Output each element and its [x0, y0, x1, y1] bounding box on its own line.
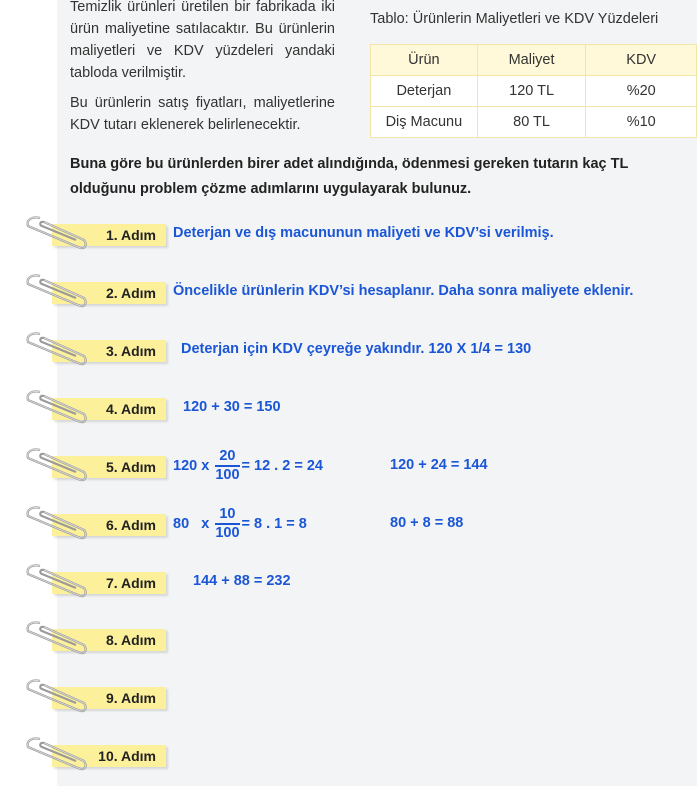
step-answer: Deterjan için KDV çeyreğe yakındır. 120 X 1/4 = 130: [181, 341, 532, 357]
denominator: 100: [215, 467, 240, 483]
step-answer: [173, 448, 323, 484]
answer-prefix: 120 x: [173, 457, 210, 474]
table-cell: %20: [586, 76, 697, 107]
step-9: [18, 677, 697, 717]
step-5: [18, 446, 697, 486]
numerator: 10: [215, 506, 239, 525]
step-6: [18, 504, 697, 544]
step-label-text: 10. Adım: [98, 748, 156, 764]
step-label-text: 4. Adım: [105, 401, 156, 417]
step-label-text: 3. Adım: [105, 343, 156, 359]
table-cell: Diş Macunu: [371, 107, 478, 138]
intro-text: [70, 0, 335, 144]
answer-result: = 12 . 2 = 24: [241, 457, 323, 474]
table-cell: 80 TL: [477, 107, 586, 138]
denominator: 100: [215, 525, 240, 541]
paperclip-icon: [18, 562, 98, 607]
fraction: [215, 448, 239, 484]
step-label-text: 8. Adım: [105, 632, 156, 648]
paperclip-icon: [18, 619, 98, 664]
step-answer-sum: 120 + 24 = 144: [390, 457, 488, 473]
paperclip-icon: [18, 735, 98, 780]
step-8: [18, 619, 697, 659]
step-label-text: 1. Adım: [105, 227, 156, 243]
fraction: [215, 506, 239, 542]
step-answer: [173, 506, 307, 542]
paperclip-icon: [18, 388, 98, 433]
step-4: [18, 388, 697, 428]
step-label-text: 2. Adım: [105, 285, 156, 301]
table-caption: Tablo: Ürünlerin Maliyetleri ve KDV Yüzdeleri: [370, 11, 659, 27]
step-answer-sum: 80 + 8 = 88: [390, 515, 464, 531]
paperclip-icon: [18, 330, 98, 375]
question-text: Buna göre bu ürünlerden birer adet alındığında, ödenmesi gereken tutarın kaç TL olduğunu problem çözme adımlarını uygulayarak bulunuz.: [70, 156, 629, 197]
header-cell: Maliyet: [477, 45, 586, 76]
answer-prefix: 80 x: [173, 515, 210, 532]
paperclip-icon: [18, 677, 98, 722]
intro-paragraph-2: Bu ürünlerin satış fiyatları, maliyetlerine KDV tutarı eklenerek belirlenecektir.: [70, 95, 335, 133]
header-cell: Ürün: [371, 45, 478, 76]
answer-result: = 8 . 1 = 8: [241, 515, 307, 532]
header-cell: KDV: [586, 45, 697, 76]
paperclip-icon: [18, 446, 98, 491]
step-answer: Öncelikle ürünlerin KDV’si hesaplanır. Daha sonra maliyete eklenir.: [173, 283, 634, 299]
numerator: 20: [215, 448, 239, 467]
table-cell: 120 TL: [477, 76, 586, 107]
step-2: [18, 272, 697, 312]
step-label-text: 5. Adım: [105, 459, 156, 475]
step-answer: Deterjan ve dış macununun maliyeti ve KDV’si verilmiş.: [173, 225, 554, 241]
paperclip-icon: [18, 272, 98, 317]
table-cell: %10: [586, 107, 697, 138]
paperclip-icon: [18, 214, 98, 259]
intro-paragraph-1: Temizlik ürünleri üretilen bir fabrikada iki ürün maliyetine satılacaktır. Bu ürünlerin maliyetleri ve KDV yüzdeleri yandaki tabloda verilmiştir.: [70, 0, 335, 81]
step-answer: 120 + 30 = 150: [183, 399, 281, 415]
table-row: [371, 107, 697, 138]
paperclip-icon: [18, 504, 98, 549]
step-label-text: 7. Adım: [105, 575, 156, 591]
table-row: [371, 76, 697, 107]
table-cell: Deterjan: [371, 76, 478, 107]
step-3: [18, 330, 697, 370]
step-1: [18, 214, 697, 254]
step-answer: 144 + 88 = 232: [193, 573, 291, 589]
step-label-text: 9. Adım: [105, 690, 156, 706]
step-10: [18, 735, 697, 775]
step-7: [18, 562, 697, 602]
table-header-row: [371, 45, 697, 76]
step-label-text: 6. Adım: [105, 517, 156, 533]
cost-table: [370, 44, 697, 138]
